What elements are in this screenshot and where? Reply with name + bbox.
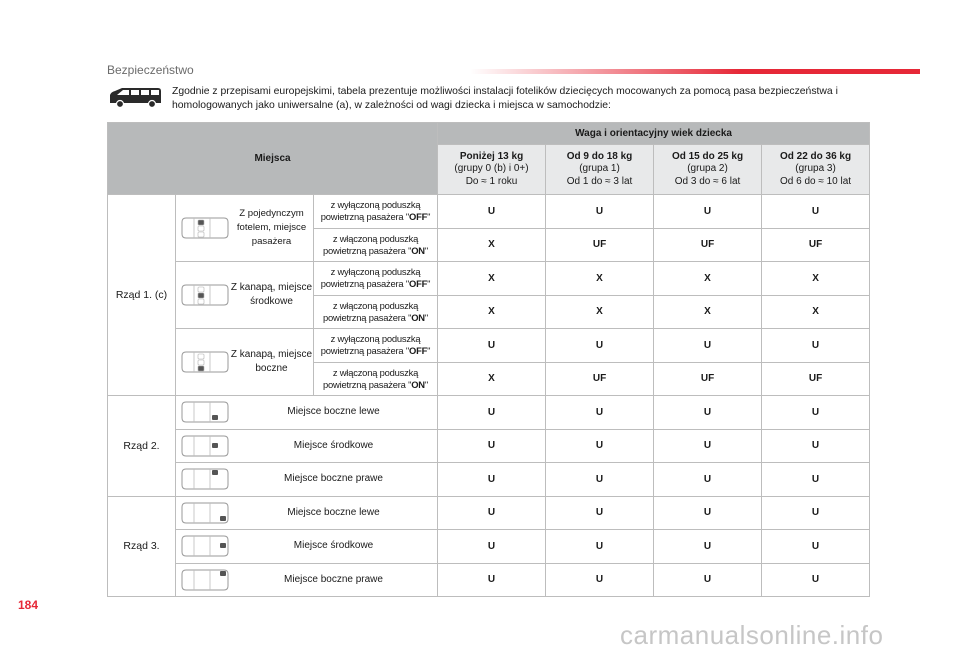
weight-group-header: Poniżej 13 kg (grupy 0 (b) i 0+) Do ≈ 1 roku <box>438 145 546 195</box>
suitability-value: U <box>546 463 654 497</box>
suitability-value: U <box>546 329 654 363</box>
suitability-value: U <box>546 195 654 229</box>
suitability-value: U <box>654 463 762 497</box>
seat-position-icon <box>180 434 230 458</box>
header-places: Miejsca <box>108 123 438 195</box>
suitability-value: U <box>438 496 546 530</box>
suitability-value: U <box>762 496 870 530</box>
airbag-off-label: z wyłączoną poduszką powietrzną pasażera "OFF" <box>314 262 438 296</box>
suitability-value: X <box>654 262 762 296</box>
suitability-value: UF <box>546 228 654 262</box>
airbag-on-label: z włączoną poduszką powietrzną pasażera "ON" <box>314 362 438 396</box>
table-row <box>108 195 870 229</box>
airbag-off-label: z wyłączoną poduszką powietrzną pasażera "OFF" <box>314 195 438 229</box>
suitability-value: U <box>654 563 762 597</box>
seat-position-icon <box>180 350 230 374</box>
seat-description: Miejsce środkowe <box>293 540 374 552</box>
row1-label: Rząd 1. (c) <box>108 195 176 396</box>
suitability-value: U <box>654 496 762 530</box>
header-weight: Waga i orientacyjny wiek dziecka <box>438 123 870 145</box>
suitability-value: X <box>438 362 546 396</box>
suitability-value: X <box>438 295 546 329</box>
seat-description: Miejsce boczne prawe <box>284 573 383 585</box>
suitability-value: X <box>762 262 870 296</box>
suitability-value: X <box>546 262 654 296</box>
suitability-value: UF <box>762 228 870 262</box>
suitability-value: X <box>762 295 870 329</box>
seat-position-icon <box>180 568 230 592</box>
seat-cell <box>176 429 438 463</box>
table-row <box>108 496 870 530</box>
suitability-value: U <box>762 329 870 363</box>
seat-cell <box>176 195 314 262</box>
seat-description: Z kanapą, miejsce boczne <box>230 349 313 374</box>
seat-cell <box>176 530 438 564</box>
suitability-value: X <box>654 295 762 329</box>
airbag-on-label: z włączoną poduszką powietrzną pasażera "ON" <box>314 295 438 329</box>
seat-position-icon <box>180 216 230 240</box>
weight-group-header: Od 15 do 25 kg (grupa 2) Od 3 do ≈ 6 lat <box>654 145 762 195</box>
suitability-value: X <box>546 295 654 329</box>
seat-description: Z pojedynczym fotelem, miejsce pasażera <box>236 208 307 247</box>
seat-cell <box>176 463 438 497</box>
seat-description: Miejsce środkowe <box>293 439 374 451</box>
seat-cell <box>176 329 314 396</box>
seat-description: Miejsce boczne prawe <box>284 473 383 485</box>
suitability-value: U <box>762 429 870 463</box>
suitability-value: U <box>546 496 654 530</box>
seat-position-icon <box>180 283 230 307</box>
row3-label: Rząd 3. <box>108 496 176 597</box>
suitability-value: U <box>762 396 870 430</box>
suitability-value: UF <box>762 362 870 396</box>
table-row <box>108 396 870 430</box>
suitability-value: U <box>654 195 762 229</box>
seat-description: Z kanapą, miejsce środkowe <box>230 282 313 307</box>
suitability-value: U <box>654 530 762 564</box>
suitability-value: U <box>438 195 546 229</box>
suitability-value: UF <box>654 362 762 396</box>
suitability-value: U <box>438 429 546 463</box>
seat-description: Miejsce boczne lewe <box>287 406 380 418</box>
suitability-value: U <box>654 429 762 463</box>
watermark: carmanualsonline.info <box>620 620 884 650</box>
suitability-value: U <box>438 329 546 363</box>
suitability-value: U <box>546 530 654 564</box>
title-accent-bar <box>470 69 920 74</box>
table-row <box>108 530 870 564</box>
page-number: 184 <box>18 598 39 612</box>
suitability-value: U <box>654 396 762 430</box>
suitability-value: UF <box>546 362 654 396</box>
suitability-value: U <box>762 195 870 229</box>
suitability-value: U <box>438 530 546 564</box>
seat-description: Miejsce boczne lewe <box>287 506 380 518</box>
intro-text: Zgodnie z przepisami europejskimi, tabela prezentuje możliwości instalacji fotelików dziecięcych mocowanych za pomocą pasa bezpieczeństwa i homologowanych jako uniwersalne (a), w zależności od wagi dziecka i miejsca w samochodzie: <box>172 86 838 111</box>
seat-cell <box>176 563 438 597</box>
weight-group-header: Od 22 do 36 kg (grupa 3) Od 6 do ≈ 10 lat <box>762 145 870 195</box>
section-title: Bezpieczeństwo <box>107 63 194 77</box>
suitability-value: U <box>762 463 870 497</box>
suitability-value: U <box>438 396 546 430</box>
seat-cell <box>176 496 438 530</box>
child-seat-table <box>107 122 870 597</box>
airbag-off-label: z wyłączoną poduszką powietrzną pasażera "OFF" <box>314 329 438 363</box>
weight-group-header: Od 9 do 18 kg (grupa 1) Od 1 do ≈ 3 lat <box>546 145 654 195</box>
suitability-value: X <box>438 262 546 296</box>
suitability-value: U <box>762 563 870 597</box>
seat-position-icon <box>180 400 230 424</box>
seat-cell <box>176 396 438 430</box>
table-row <box>108 262 870 296</box>
seat-position-icon <box>180 501 230 525</box>
van-icon <box>108 86 162 108</box>
suitability-value: UF <box>654 228 762 262</box>
suitability-value: X <box>438 228 546 262</box>
suitability-value: U <box>546 563 654 597</box>
seat-position-icon <box>180 534 230 558</box>
table-row <box>108 463 870 497</box>
suitability-value: U <box>546 429 654 463</box>
table-row <box>108 563 870 597</box>
suitability-value: U <box>762 530 870 564</box>
suitability-value: U <box>546 396 654 430</box>
seat-cell <box>176 262 314 329</box>
suitability-value: U <box>654 329 762 363</box>
suitability-value: U <box>438 563 546 597</box>
airbag-on-label: z włączoną poduszką powietrzną pasażera "ON" <box>314 228 438 262</box>
table-row <box>108 329 870 363</box>
seat-position-icon <box>180 467 230 491</box>
suitability-value: U <box>438 463 546 497</box>
table-row <box>108 429 870 463</box>
row2-label: Rząd 2. <box>108 396 176 497</box>
